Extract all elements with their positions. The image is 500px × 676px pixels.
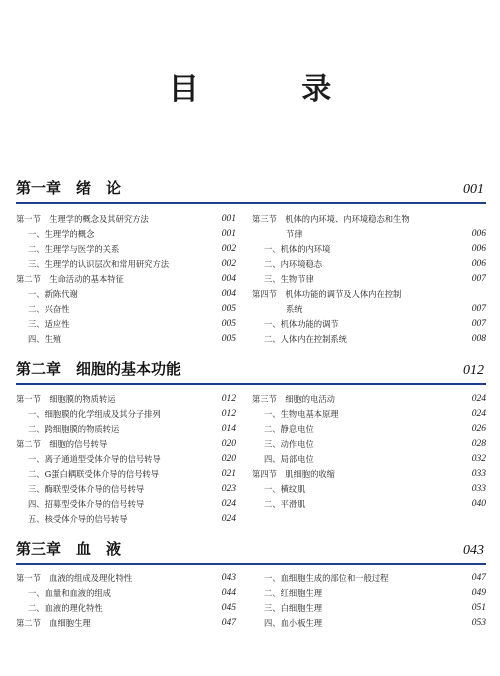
toc-entry — [252, 272, 486, 287]
subsection-title: 一、生物电基本原理 — [264, 409, 339, 419]
chapter-title: 第二章 细胞的基本功能 — [16, 360, 182, 378]
toc-entry — [252, 392, 486, 407]
chapter-page-number: 012 — [463, 363, 484, 378]
toc-entry — [16, 467, 236, 482]
page-number: 021 — [221, 469, 236, 479]
page-number: 051 — [471, 603, 486, 613]
section-title: 第二节 生命活动的基本特征 — [16, 274, 124, 284]
section-title: 第一节 细胞膜的物质转运 — [16, 394, 116, 404]
subsection-title: 一、血量和血液的组成 — [28, 588, 111, 598]
toc-entry — [252, 616, 486, 631]
page-number: 002 — [221, 244, 236, 254]
page-number: 047 — [471, 573, 486, 583]
toc-entry — [16, 586, 236, 601]
toc-left-column — [16, 571, 236, 631]
subsection-title: 一、细胞膜的化学组成及其分子排列 — [28, 409, 161, 419]
subsection-title: 二、红细胞生理 — [264, 588, 323, 598]
subsection-title: 四、招募型受体介导的信号转导 — [28, 499, 145, 509]
chapter-heading — [16, 537, 486, 565]
page-number: 006 — [471, 259, 486, 269]
section-title-continuation: 节律 — [286, 229, 303, 239]
page-number: 008 — [471, 334, 486, 344]
section-title: 第二节 血细胞生理 — [16, 618, 91, 628]
toc-entry — [252, 571, 486, 586]
page-number: 005 — [221, 334, 236, 344]
section-title: 第二节 细胞的信号转导 — [16, 439, 108, 449]
section-title: 第四节 肌细胞的收缩 — [252, 469, 335, 479]
toc-entry — [16, 512, 236, 527]
page-number: 043 — [221, 573, 236, 583]
toc-entry — [16, 437, 236, 452]
subsection-title: 一、生理学的概念 — [28, 229, 95, 239]
page-number: 004 — [221, 289, 236, 299]
chapter-title: 第一章 绪 论 — [16, 179, 122, 197]
subsection-title: 四、局部电位 — [264, 454, 314, 464]
section-title: 第三节 机体的内环境、内环境稳态和生物 — [252, 214, 410, 224]
subsection-title: 二、静息电位 — [264, 424, 314, 434]
toc-entry — [252, 482, 486, 497]
toc-right-column — [252, 212, 486, 347]
subsection-title: 三、生物节律 — [264, 274, 314, 284]
page-number: 005 — [221, 319, 236, 329]
subsection-title: 一、新陈代谢 — [28, 289, 78, 299]
page-number: 040 — [471, 499, 486, 509]
toc-entry — [252, 407, 486, 422]
toc-right-column — [252, 571, 486, 631]
section-title: 第一节 血液的组成及理化特性 — [16, 573, 133, 583]
toc-entry — [252, 497, 486, 512]
toc-entry — [252, 287, 486, 302]
chapter-title: 第三章 血 液 — [16, 540, 122, 558]
toc-entry — [16, 302, 236, 317]
toc-entry — [252, 242, 486, 257]
toc-entry — [16, 497, 236, 512]
toc-right-column — [252, 392, 486, 512]
page-number: 007 — [471, 274, 486, 284]
section-title: 第四节 机体功能的调节及人体内在控制 — [252, 289, 402, 299]
toc-entry — [252, 227, 486, 242]
section-title: 第一节 生理学的概念及其研究方法 — [16, 214, 149, 224]
page-number: 028 — [471, 439, 486, 449]
subsection-title: 三、生理学的认识层次和常用研究方法 — [28, 259, 170, 269]
subsection-title: 二、兴奋性 — [28, 304, 70, 314]
toc-entry — [16, 242, 236, 257]
toc-entry — [252, 212, 486, 227]
toc-entry — [16, 422, 236, 437]
subsection-title: 二、G蛋白耦联受体介导的信号转导 — [28, 469, 160, 479]
subsection-title: 二、内环境稳态 — [264, 259, 323, 269]
page-number: 012 — [221, 394, 236, 404]
page-number: 020 — [221, 454, 236, 464]
subsection-title: 一、血细胞生成的部位和一般过程 — [264, 573, 389, 583]
page-number: 023 — [221, 484, 236, 494]
subsection-title: 三、动作电位 — [264, 439, 314, 449]
subsection-title: 一、机体的内环境 — [264, 244, 331, 254]
chapter-heading — [16, 357, 486, 385]
page-number: 026 — [471, 424, 486, 434]
toc-entry — [16, 212, 236, 227]
toc-entry — [252, 586, 486, 601]
page-number: 032 — [471, 454, 486, 464]
subsection-title: 二、跨细胞膜的物质转运 — [28, 424, 120, 434]
toc-entry — [16, 392, 236, 407]
page-number: 002 — [221, 259, 236, 269]
page-number: 047 — [221, 618, 236, 628]
page-number: 006 — [471, 229, 486, 239]
subsection-title: 四、生殖 — [28, 334, 62, 344]
chapter-page-number: 043 — [463, 543, 484, 558]
chapter-page-number: 001 — [463, 182, 484, 197]
page-number: 005 — [221, 304, 236, 314]
page-number: 045 — [221, 603, 236, 613]
section-title: 第三节 细胞的电活动 — [252, 394, 335, 404]
toc-entry — [252, 422, 486, 437]
page-number: 053 — [471, 618, 486, 628]
subsection-title: 一、离子通道型受体介导的信号转导 — [28, 454, 161, 464]
toc-entry — [16, 332, 236, 347]
toc-entry — [16, 287, 236, 302]
page-number: 004 — [221, 274, 236, 284]
page-number: 049 — [471, 588, 486, 598]
page-number: 007 — [471, 304, 486, 314]
subsection-title: 二、平滑肌 — [264, 499, 306, 509]
page-number: 020 — [221, 439, 236, 449]
page-number: 001 — [221, 229, 236, 239]
subsection-title: 三、白细胞生理 — [264, 603, 323, 613]
page-number: 024 — [221, 514, 236, 524]
toc-entry — [16, 227, 236, 242]
toc-entry — [252, 317, 486, 332]
toc-entry — [16, 407, 236, 422]
subsection-title: 三、适应性 — [28, 319, 70, 329]
subsection-title: 二、生理学与医学的关系 — [28, 244, 120, 254]
page-number: 044 — [221, 588, 236, 598]
subsection-title: 四、血小板生理 — [264, 618, 323, 628]
page-number: 012 — [221, 409, 236, 419]
chapter-heading — [16, 176, 486, 204]
subsection-title: 一、机体功能的调节 — [264, 319, 339, 329]
page-number: 033 — [471, 484, 486, 494]
page-number: 024 — [471, 394, 486, 404]
toc-left-column — [16, 392, 236, 527]
toc-entry — [252, 601, 486, 616]
page-number: 007 — [471, 319, 486, 329]
page-title: 目 录 — [168, 72, 378, 107]
toc-entry — [252, 452, 486, 467]
toc-entry — [252, 467, 486, 482]
page-number: 006 — [471, 244, 486, 254]
toc-entry — [16, 257, 236, 272]
subsection-title: 二、人体内在控制系统 — [264, 334, 347, 344]
toc-entry — [16, 482, 236, 497]
page-number: 024 — [471, 409, 486, 419]
toc-entry — [252, 302, 486, 317]
page-number: 014 — [221, 424, 236, 434]
subsection-title: 一、横纹肌 — [264, 484, 306, 494]
toc-entry — [16, 317, 236, 332]
toc-entry — [252, 257, 486, 272]
toc-entry — [16, 601, 236, 616]
toc-entry — [16, 616, 236, 631]
section-title-continuation: 系统 — [286, 304, 303, 314]
toc-left-column — [16, 212, 236, 347]
toc-entry — [252, 332, 486, 347]
subsection-title: 二、血液的理化特性 — [28, 603, 103, 613]
page-number: 001 — [221, 214, 236, 224]
subsection-title: 三、酶联型受体介导的信号转导 — [28, 484, 145, 494]
toc-entry — [16, 452, 236, 467]
subsection-title: 五、核受体介导的信号转导 — [28, 514, 128, 524]
page-number: 024 — [221, 499, 236, 509]
page-number: 033 — [471, 469, 486, 479]
toc-entry — [16, 571, 236, 586]
toc-entry — [16, 272, 236, 287]
toc-entry — [252, 437, 486, 452]
